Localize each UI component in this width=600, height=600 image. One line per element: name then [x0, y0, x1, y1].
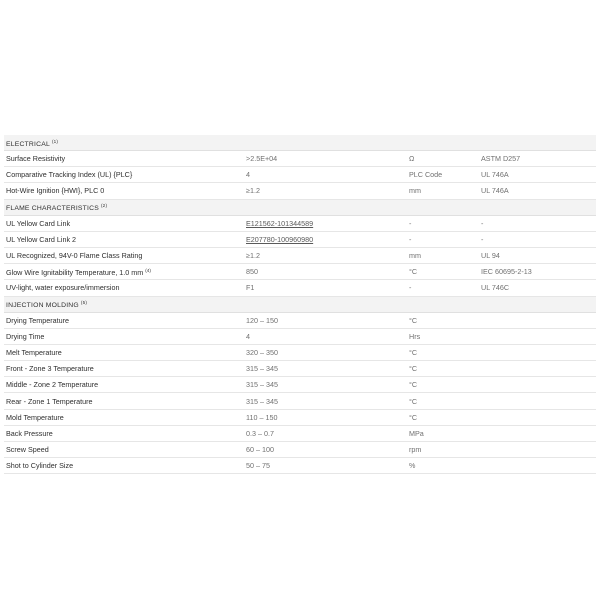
value-cell	[246, 426, 409, 441]
section-title-text: ELECTRICAL	[6, 140, 50, 148]
test-method: UL 746C	[481, 283, 510, 293]
table-row	[4, 458, 596, 474]
property-name-text: Drying Time	[6, 331, 45, 341]
section-footnote-ref: (5)	[80, 300, 88, 305]
property-unit: MPa	[409, 428, 424, 438]
value-cell	[246, 394, 409, 409]
table-row	[4, 151, 596, 167]
table-row	[4, 167, 596, 183]
yellow-card-link[interactable]: E207780-100960980	[246, 234, 314, 244]
section-footnote-ref: (2)	[100, 203, 108, 209]
yellow-card-link[interactable]: E121562-101344589	[246, 218, 314, 228]
value-cell	[246, 232, 409, 247]
property-name	[4, 232, 246, 247]
table-row	[4, 264, 596, 280]
property-name	[4, 345, 246, 360]
property-name	[4, 313, 246, 328]
property-name	[4, 183, 246, 198]
property-unit: °C	[409, 396, 418, 406]
section-title-text: INJECTION MOLDING	[6, 302, 79, 309]
value-cell	[246, 183, 409, 198]
property-name	[4, 377, 246, 392]
property-name	[4, 458, 246, 473]
property-name	[4, 361, 246, 376]
property-unit: -	[409, 283, 412, 293]
property-name	[4, 263, 246, 280]
property-value: 120 – 150	[246, 315, 278, 325]
property-name-text: Mold Temperature	[6, 412, 64, 422]
test-method: IEC 60695-2-13	[481, 267, 532, 277]
table-row	[4, 442, 596, 458]
property-value: 850	[246, 267, 258, 277]
section-title	[4, 295, 246, 313]
property-name	[4, 329, 246, 344]
property-name-text: Melt Temperature	[6, 347, 62, 357]
table-row	[4, 329, 596, 345]
section-title	[4, 198, 246, 216]
property-name-text: Front - Zone 3 Temperature	[6, 364, 94, 374]
property-value: 315 – 345	[246, 364, 278, 374]
property-name-text: Drying Temperature	[6, 315, 69, 325]
property-value: F1	[246, 283, 255, 293]
property-name	[4, 216, 246, 231]
properties-table	[4, 135, 596, 474]
property-name-text: Glow Wire Ignitability Temperature, 1.0 mm	[6, 268, 144, 278]
property-name-text: UL Recognized, 94V-0 Flame Class Rating	[6, 251, 143, 261]
property-unit: mm	[409, 251, 421, 261]
test-method: -	[481, 234, 484, 244]
property-footnote-ref: (4)	[145, 268, 151, 274]
property-name	[4, 280, 246, 295]
table-row	[4, 377, 596, 393]
test-method: -	[481, 218, 484, 228]
property-name-text: Middle - Zone 2 Temperature	[6, 380, 99, 390]
section-title	[4, 134, 246, 152]
property-name-text: Hot-Wire Ignition {HWI}, PLC 0	[6, 186, 105, 196]
property-value: 4	[246, 170, 250, 180]
property-name	[4, 167, 246, 182]
property-name-text: UL Yellow Card Link	[6, 218, 71, 228]
property-unit: -	[409, 218, 412, 228]
property-name	[4, 151, 246, 166]
table-row	[4, 345, 596, 361]
property-value: 50 – 75	[246, 461, 270, 471]
value-cell	[246, 280, 409, 295]
value-cell	[246, 248, 409, 263]
property-unit: °C	[409, 380, 418, 390]
value-cell	[246, 264, 409, 279]
property-value: 4	[246, 331, 250, 341]
property-value: ≥1.2	[246, 186, 260, 196]
property-name-text: Screw Speed	[6, 445, 49, 455]
property-name-text: UV-light, water exposure/immersion	[6, 283, 120, 293]
section-footnote-ref: (1)	[51, 138, 59, 144]
property-name	[4, 394, 246, 409]
property-unit: Ω	[409, 154, 415, 164]
property-value: 315 – 345	[246, 380, 278, 390]
property-value: 60 – 100	[246, 445, 274, 455]
property-unit: °C	[409, 267, 418, 277]
property-name	[4, 248, 246, 263]
value-cell	[246, 345, 409, 360]
property-name-text: Surface Resistivity	[6, 154, 66, 164]
property-name-text: Back Pressure	[6, 428, 53, 438]
property-unit: -	[409, 234, 412, 244]
table-row	[4, 216, 596, 232]
table-row	[4, 410, 596, 426]
property-value: 315 – 345	[246, 396, 278, 406]
property-value: ≥1.2	[246, 251, 260, 261]
section-header	[4, 135, 596, 151]
value-cell	[246, 410, 409, 425]
property-name	[4, 426, 246, 441]
value-cell	[246, 167, 409, 182]
property-unit: °C	[409, 412, 418, 422]
property-name-text: UL Yellow Card Link 2	[6, 234, 77, 244]
table-row	[4, 248, 596, 264]
section-header	[4, 297, 596, 313]
value-cell	[246, 458, 409, 473]
property-unit: %	[409, 461, 416, 471]
property-name	[4, 410, 246, 425]
property-name-text: Shot to Cylinder Size	[6, 461, 74, 471]
section-header	[4, 200, 596, 216]
test-method: UL 746A	[481, 170, 509, 180]
property-value: 320 – 350	[246, 347, 278, 357]
property-unit: rpm	[409, 445, 422, 455]
property-unit: Hrs	[409, 331, 421, 341]
property-value: 110 – 150	[246, 412, 278, 422]
value-cell	[246, 361, 409, 376]
property-unit: °C	[409, 315, 418, 325]
value-cell	[246, 329, 409, 344]
section-title-text: FLAME CHARACTERISTICS	[6, 205, 99, 213]
test-method: UL 94	[481, 251, 500, 261]
property-unit: °C	[409, 347, 418, 357]
value-cell	[246, 377, 409, 392]
property-name	[4, 442, 246, 457]
table-row	[4, 313, 596, 329]
value-cell	[246, 442, 409, 457]
property-unit: PLC Code	[409, 170, 443, 180]
test-method: ASTM D257	[481, 154, 521, 164]
property-unit: mm	[409, 186, 421, 196]
value-cell	[246, 313, 409, 328]
value-cell	[246, 151, 409, 166]
property-value: 0.3 – 0.7	[246, 428, 274, 438]
property-name-text: Comparative Tracking Index (UL) {PLC}	[6, 170, 133, 180]
table-row	[4, 361, 596, 377]
test-method: UL 746A	[481, 186, 509, 196]
property-name-text: Rear - Zone 1 Temperature	[6, 396, 93, 406]
table-row	[4, 426, 596, 442]
property-unit: °C	[409, 364, 418, 374]
table-row	[4, 393, 596, 409]
property-value: >2.5E+04	[246, 154, 278, 164]
table-row	[4, 232, 596, 248]
value-cell	[246, 216, 409, 231]
